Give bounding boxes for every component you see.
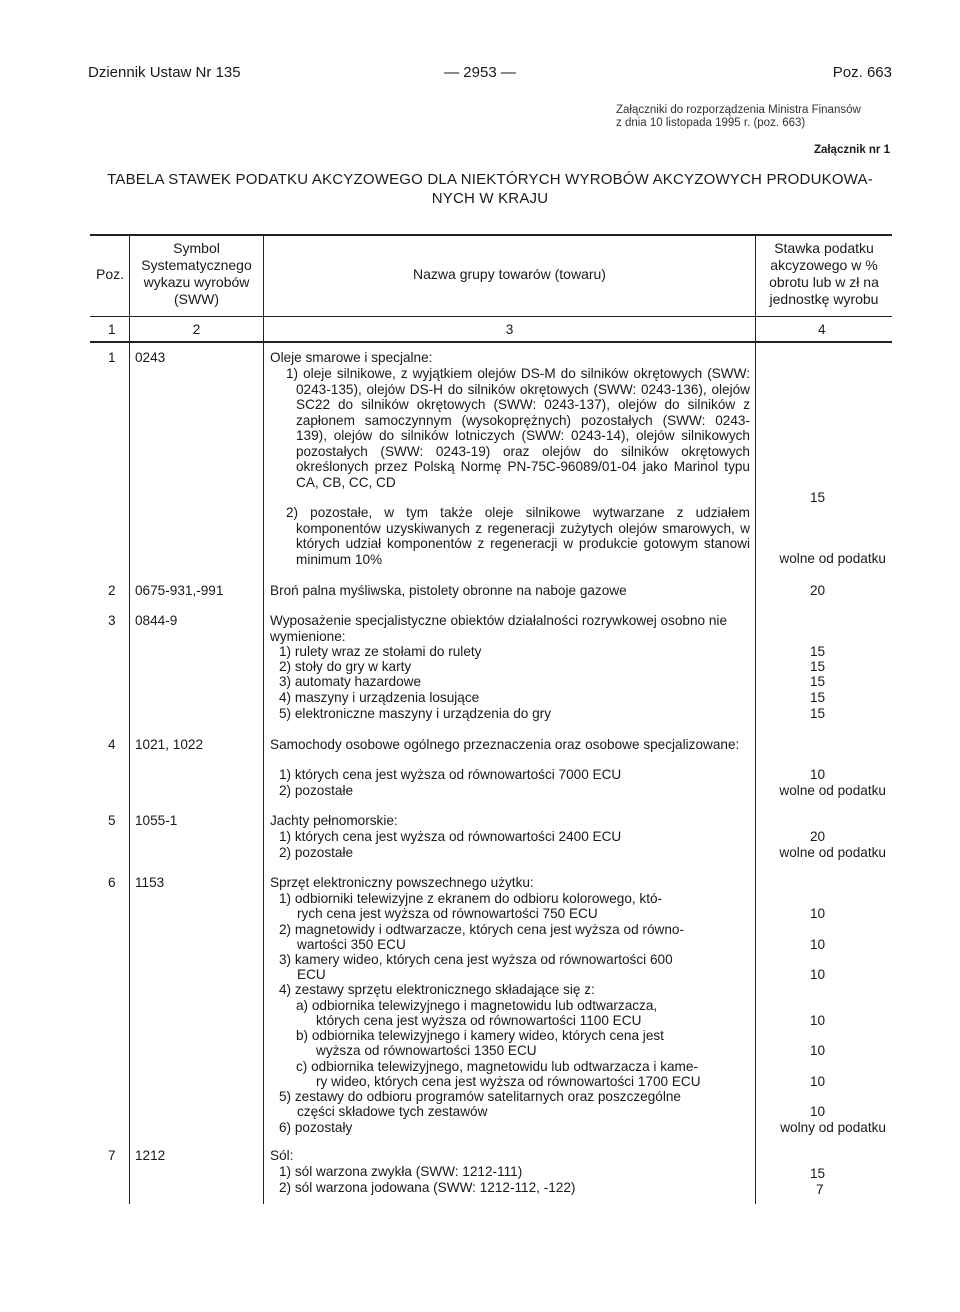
list-item: 1) których cena jest wyższa od równowartości 2400 ECU	[279, 829, 622, 844]
header-line: (SWW)	[173, 291, 220, 307]
annex-number: Załącznik nr 1	[813, 144, 890, 156]
row-rate: 15	[810, 659, 826, 674]
list-item: 4) zestawy sprzętu elektronicznego składające się z:	[279, 982, 595, 997]
row-rate: 7	[816, 1182, 824, 1197]
list-item: 4) maszyny i urządzenia losujące	[279, 690, 480, 705]
row-rate: 15	[810, 1166, 826, 1181]
row-rate: 15	[810, 490, 826, 505]
list-item-continued: części składowe tych zestawów	[297, 1104, 488, 1119]
list-item: 2) pozostałe, w tym także oleje silnikowe wytwarzane z udziałem komponentów uzyskiwanych z regeneracji zużytych olejów smarowych, w których udział komponentów z regeneracji w produkcie gotowym stanowi minimum 10%	[286, 505, 750, 567]
row-rate: 10	[810, 937, 826, 952]
row-symbol: 1055-1	[135, 813, 178, 828]
row-rate: 10	[810, 1104, 826, 1119]
list-item: 1) odbiorniki telewizyjne z ekranem do odbioru kolorowego, któ-	[279, 891, 663, 906]
list-item: 5) zestawy do odbioru programów satelitarnych oraz poszczególne	[279, 1089, 681, 1104]
row-rate: 15	[810, 690, 826, 705]
list-item: 2) sól warzona jodowana (SWW: 1212-112, -122)	[279, 1180, 576, 1195]
column-number: 3	[505, 322, 514, 337]
row-rate: wolne od podatku	[779, 845, 886, 860]
row-rate: 15	[810, 706, 826, 721]
header-line: Stawka podatku	[774, 240, 874, 256]
column-number: 4	[818, 322, 826, 337]
list-item: 3) kamery wideo, których cena jest wyższa od równowartości 600	[279, 952, 673, 967]
sub-item: c) odbiornika telewizyjnego, magnetowidu lub odtwarzacza i kame-	[296, 1059, 698, 1074]
row-symbol: 0243	[135, 350, 166, 365]
column-header-symbol	[130, 240, 263, 308]
row-poz: 5	[108, 813, 116, 828]
row-name: Sól:	[270, 1148, 294, 1163]
list-item: 5) elektroniczne maszyny i urządzenia do gry	[279, 706, 552, 721]
list-item: 1) sól warzona zwykła (SWW: 1212-111)	[279, 1164, 523, 1179]
table-rule-header-bottom	[90, 316, 892, 317]
column-divider	[755, 234, 756, 1204]
row-poz: 6	[108, 875, 116, 890]
list-item: 2) pozostałe	[279, 845, 354, 860]
row-poz: 4	[108, 737, 116, 752]
column-divider	[129, 234, 130, 1204]
column-number: 1	[108, 322, 116, 337]
sub-item: a) odbiornika telewizyjnego i magnetowidu lub odtwarzacza,	[296, 998, 658, 1013]
row-rate: 10	[810, 906, 826, 921]
sub-item: b) odbiornika telewizyjnego i kamery wideo, których cena jest	[296, 1028, 664, 1043]
row-rate: 15	[810, 644, 826, 659]
list-item-continued: rych cena jest wyższa od równowartości 750 ECU	[297, 906, 598, 921]
table-rule-top	[90, 234, 892, 236]
list-item: 3) automaty hazardowe	[279, 674, 422, 689]
sub-item-continued: wyższa od równowartości 1350 ECU	[316, 1043, 537, 1058]
annex-note-line: Załączniki do rozporządzenia Ministra Finansów	[616, 104, 861, 116]
journal-title: Dziennik Ustaw Nr 135	[88, 64, 241, 81]
row-rate: 20	[810, 829, 826, 844]
table-title: TABELA STAWEK PODATKU AKCYZOWEGO DLA NIEKTÓRYCH WYROBÓW AKCYZOWYCH PRODUKOWA-NYCH W KRAJU	[107, 171, 873, 207]
page-number: — 2953 —	[444, 64, 516, 81]
row-rate: wolne od podatku	[779, 551, 886, 566]
annex-note-line: z dnia 10 listopada 1995 r. (poz. 663)	[616, 117, 806, 129]
header-line: akcyzowego w %	[770, 257, 878, 273]
list-item: 1) rulety wraz ze stołami do rulety	[279, 644, 482, 659]
row-rate: 10	[810, 967, 826, 982]
row-name: Samochody osobowe ogólnego przeznaczenia oraz osobowe specjalizowane:	[270, 737, 740, 752]
row-rate: 10	[810, 1043, 826, 1058]
header-line: jednostkę wyrobu	[769, 291, 879, 307]
row-name: Jachty pełnomorskie:	[270, 813, 398, 828]
row-rate: 10	[810, 767, 826, 782]
row-name: Wyposażenie specjalistyczne obiektów działalności rozrywkowej osobno nie wymienione:	[270, 613, 728, 644]
annex-note	[616, 104, 861, 130]
header-line: Systematycznego	[141, 257, 252, 273]
list-item: 1) oleje silnikowe, z wyjątkiem olejów DS-M do silników okrętowych (SWW: 0243-135), olejów DS-H do silników okrętowych (SWW: 0243-136), olejów SC22 do silników okrętowych (SWW: 0243-137), olejów do silników z zapłonem samoczynnym (wysokoprężnych) pozostałych (SWW: 0243-139), olejów do silników lotniczych (SWW: 0243-14), olejów silnikowych pozostałych (SWW: 0243-19) oraz olejów do silników okrętowych określonych przez Polską Normę PN-75C-96089/01-04 jako Marinol typu CA, CB, CC, CD	[286, 366, 750, 490]
list-item-continued: wartości 350 ECU	[297, 937, 406, 952]
row-rate: 20	[810, 583, 826, 598]
header-line: obrotu lub w zł na	[769, 274, 879, 290]
row-rate: 10	[810, 1013, 826, 1028]
header-line: wykazu wyrobów	[143, 274, 250, 290]
sub-item-continued: których cena jest wyższa od równowartości 1100 ECU	[316, 1013, 642, 1028]
row-poz: 3	[108, 613, 116, 628]
list-item: 2) stoły do gry w karty	[279, 659, 412, 674]
sub-item-continued: ry wideo, których cena jest wyższa od równowartości 1700 ECU	[316, 1074, 701, 1089]
row-poz: 1	[108, 350, 116, 365]
row-rate: 10	[810, 1074, 826, 1089]
row-symbol: 1021, 1022	[135, 737, 204, 752]
row-name: Oleje smarowe i specjalne:	[270, 350, 433, 365]
row-poz: 7	[108, 1148, 116, 1163]
list-item: 2) pozostałe	[279, 783, 354, 798]
row-rate: wolny od podatku	[780, 1120, 886, 1135]
header-line: Symbol	[173, 240, 220, 256]
column-header-rate	[756, 240, 892, 308]
list-item: 1) których cena jest wyższa od równowartości 7000 ECU	[279, 767, 622, 782]
list-item: 2) magnetowidy i odtwarzacze, których cena jest wyższa od równo-	[279, 922, 684, 937]
column-number: 2	[192, 322, 201, 337]
list-item: 6) pozostały	[279, 1120, 353, 1135]
row-poz: 2	[108, 583, 116, 598]
row-symbol: 0675-931,-991	[135, 583, 224, 598]
column-divider	[263, 234, 264, 1204]
list-item-continued: ECU	[297, 967, 326, 982]
row-rate: 15	[810, 674, 826, 689]
column-header-name: Nazwa grupy towarów (towaru)	[413, 266, 606, 282]
row-symbol: 0844-9	[135, 613, 178, 628]
position-number: Poz. 663	[832, 64, 892, 81]
row-name: Sprzęt elektroniczny powszechnego użytku:	[270, 875, 534, 890]
row-symbol: 1212	[135, 1148, 166, 1163]
column-header-poz: Poz.	[95, 266, 124, 282]
row-name: Broń palna myśliwska, pistolety obronne na naboje gazowe	[270, 583, 627, 598]
row-rate: wolne od podatku	[779, 783, 886, 798]
table-rule-numbers-bottom	[90, 341, 892, 343]
row-symbol: 1153	[135, 875, 165, 890]
